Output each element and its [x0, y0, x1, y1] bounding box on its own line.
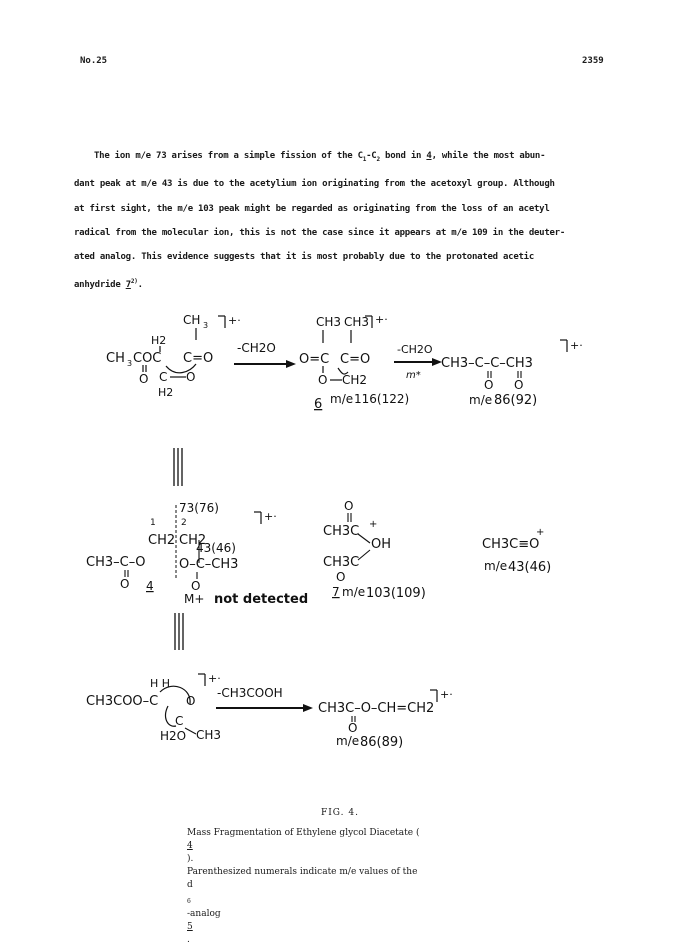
- arrow-loss-ch2o-2: [394, 343, 442, 381]
- svg-text:43(46): 43(46): [196, 541, 236, 555]
- svg-text:O: O: [191, 579, 201, 593]
- svg-text:m/e: m/e: [342, 585, 366, 599]
- svg-text:H H: H H: [150, 677, 171, 690]
- ion-m86-diketone: [441, 339, 583, 408]
- svg-text:m/e: m/e: [330, 392, 354, 406]
- svg-text:m/e: m/e: [484, 559, 508, 573]
- svg-text:4: 4: [146, 579, 154, 593]
- svg-text:2: 2: [181, 518, 187, 528]
- svg-text:+: +: [369, 519, 378, 530]
- svg-text:O: O: [514, 378, 524, 392]
- svg-text:CH2: CH2: [179, 533, 207, 548]
- svg-text:CH3C–O–CH=CH2: CH3C–O–CH=CH2: [318, 701, 435, 716]
- molecule-4-open: [86, 501, 308, 607]
- metastable-marker: m*: [406, 370, 421, 381]
- svg-text:O: O: [186, 370, 196, 384]
- svg-text:O=C: O=C: [299, 352, 330, 367]
- caption-line-1: Mass Fragmentation of Ethylene glycol Diacetate ( 4 ).: [187, 828, 420, 864]
- page-number: 2359: [582, 56, 604, 66]
- svg-text:+·: +·: [228, 314, 241, 327]
- svg-text:CH2: CH2: [148, 533, 176, 548]
- journal-issue: No.25: [80, 56, 108, 66]
- molecule-4-cyclic: [106, 313, 241, 399]
- molecule-6: [299, 313, 409, 412]
- arrow-loss-acetic-acid: [216, 686, 313, 712]
- svg-text:103(109): 103(109): [366, 586, 426, 601]
- paragraph-line-6: anhydride 7$^{2)}$.: [74, 277, 143, 290]
- arrow-loss-ch2o-1: [234, 341, 296, 368]
- svg-text:COC: COC: [133, 351, 162, 366]
- svg-text:CH3: CH3: [344, 315, 370, 329]
- svg-text:1: 1: [150, 518, 156, 528]
- svg-text:m/e: m/e: [336, 734, 360, 748]
- svg-text:H2O: H2O: [160, 729, 187, 743]
- svg-text:C: C: [159, 370, 168, 384]
- svg-text:CH3COO–C: CH3COO–C: [86, 694, 159, 709]
- ion-m43-acetylium: [482, 527, 551, 575]
- svg-text:116(122): 116(122): [354, 392, 410, 406]
- svg-text:O: O: [348, 721, 358, 735]
- svg-text:CH3C: CH3C: [323, 555, 360, 570]
- compound-ref-4: 4: [426, 151, 432, 161]
- paragraph-line-1: The ion m/e 73 arises from a simple fission of the $C_1-C_2$ bond in 4, while the most abun-: [94, 151, 546, 163]
- ion-m86-vinyl-acetate: [318, 688, 453, 750]
- svg-text:3: 3: [203, 321, 209, 330]
- svg-text:73(76): 73(76): [179, 501, 219, 515]
- svg-text:-CH2O: -CH2O: [397, 343, 433, 356]
- svg-text:CH2: CH2: [342, 373, 368, 387]
- svg-text:+·: +·: [440, 688, 453, 701]
- equivalence-bars-2: [175, 613, 183, 650]
- svg-text:O: O: [344, 499, 354, 513]
- svg-text:O: O: [120, 577, 130, 591]
- svg-text:OH: OH: [371, 537, 392, 552]
- svg-text:O: O: [186, 694, 196, 708]
- svg-text:+·: +·: [375, 313, 388, 326]
- svg-text:86(89): 86(89): [360, 735, 404, 750]
- svg-text:CH3–C–O: CH3–C–O: [86, 555, 146, 570]
- svg-text:+·: +·: [208, 672, 221, 685]
- footnote-ref: 2): [130, 277, 138, 285]
- svg-text:H2: H2: [158, 386, 174, 399]
- paragraph-line-5: ated analog. This evidence suggests that it is most probably due to the protonated acetic: [74, 252, 534, 263]
- svg-text:O: O: [318, 373, 328, 387]
- paragraph-line-3: at first sight, the m/e 103 peak might be regarded as originating from the loss of an acetyl: [74, 203, 550, 214]
- caption-line-2: Parenthesized numerals indicate m/e values of the: [187, 867, 418, 877]
- svg-text:O: O: [336, 570, 346, 584]
- svg-text:M+: M+: [184, 592, 205, 606]
- svg-text:-CH3COOH: -CH3COOH: [217, 686, 283, 700]
- svg-text:C: C: [175, 714, 184, 728]
- equivalence-bars-1: [174, 448, 182, 486]
- svg-text:CH: CH: [106, 351, 125, 366]
- svg-text:CH3C: CH3C: [323, 524, 360, 539]
- svg-text:+·: +·: [264, 510, 277, 523]
- svg-text:CH3–C–C–CH3: CH3–C–C–CH3: [441, 356, 533, 371]
- svg-text:O: O: [484, 378, 494, 392]
- molecule-4-mclafferty: [86, 672, 221, 743]
- svg-text:O–C–CH3: O–C–CH3: [179, 557, 239, 572]
- svg-text:CH: CH: [183, 313, 201, 327]
- figure-caption: [187, 827, 547, 947]
- svg-text:m/e: m/e: [469, 393, 493, 407]
- svg-text:-CH2O: -CH2O: [237, 341, 276, 355]
- compound-ref-7: 7: [125, 279, 131, 290]
- svg-text:CH3: CH3: [196, 728, 222, 742]
- svg-text:not detected: not detected: [214, 592, 309, 607]
- svg-text:7: 7: [332, 585, 340, 599]
- svg-text:CH3: CH3: [316, 315, 342, 329]
- svg-text:H2: H2: [151, 334, 167, 347]
- svg-text:O: O: [139, 372, 149, 386]
- paragraph-line-2: dant peak at m/e 43 is due to the acetylium ion originating from the acetoxyl group. Although: [74, 179, 555, 190]
- svg-text:6: 6: [314, 397, 323, 412]
- paragraph-line-4: radical from the molecular ion, this is not the case since it appears at m/e 109 in the deuter-: [74, 228, 566, 239]
- caption-line-3: d $_6$ -analog 5 .: [187, 880, 221, 945]
- svg-text:C=O: C=O: [340, 352, 371, 367]
- ion-7-protonated-anhydride: [323, 499, 426, 601]
- svg-text:86(92): 86(92): [494, 393, 538, 408]
- svg-text:CH3C≡O: CH3C≡O: [482, 537, 540, 552]
- svg-text:43(46): 43(46): [508, 560, 552, 575]
- figure-label: FIG. 4.: [321, 808, 359, 818]
- svg-text:C=O: C=O: [183, 351, 214, 366]
- svg-text:3: 3: [127, 359, 133, 368]
- svg-text:+·: +·: [570, 339, 583, 352]
- svg-text:+: +: [536, 527, 545, 538]
